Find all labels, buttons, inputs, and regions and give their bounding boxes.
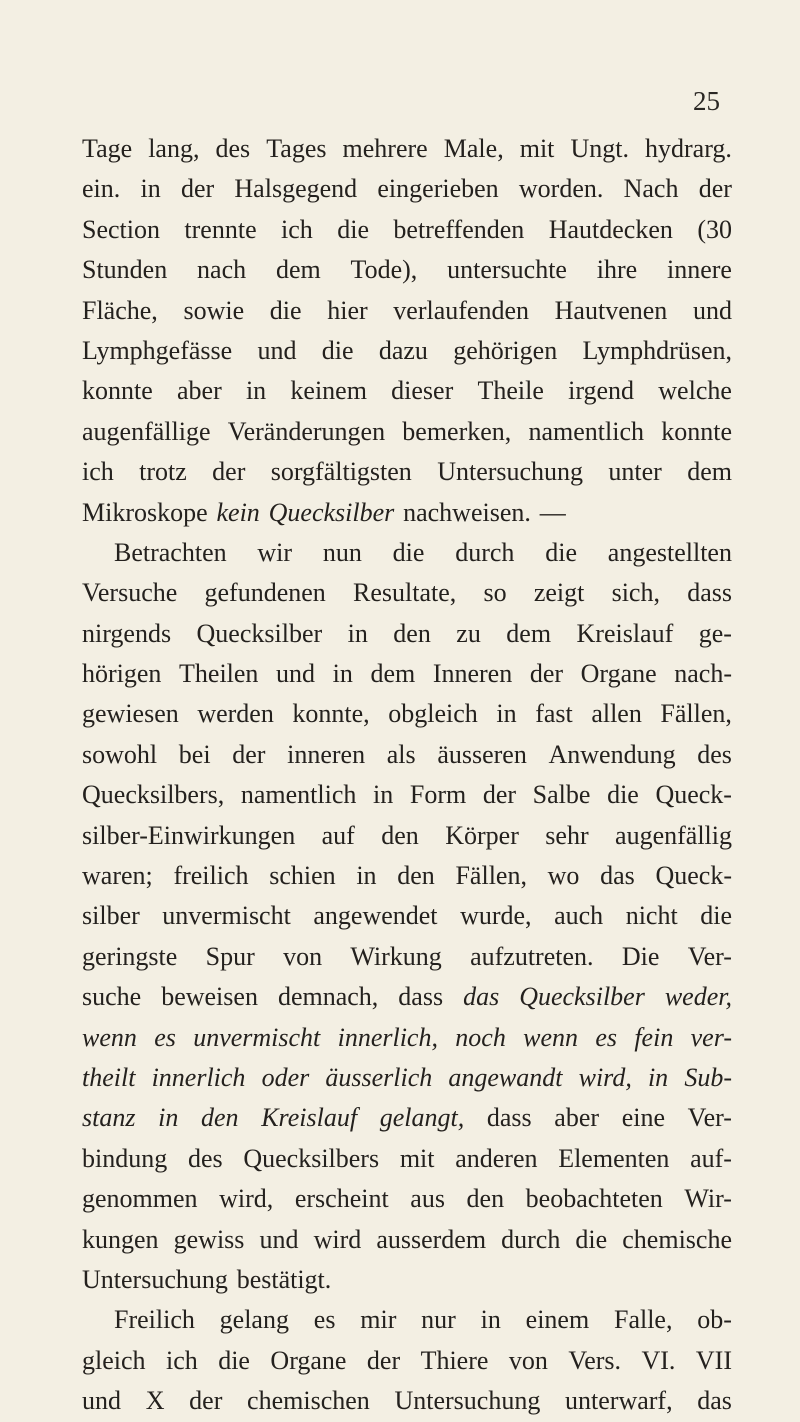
word: angewendet (313, 901, 438, 931)
word: wenn (82, 1022, 137, 1052)
word: Mikroskope (82, 497, 208, 527)
word: in (347, 618, 368, 648)
word: das (600, 861, 635, 891)
word: dass (398, 982, 444, 1012)
word: den (381, 820, 419, 850)
word: in (158, 1103, 179, 1133)
text-line (82, 1220, 732, 1260)
word: des (187, 1143, 223, 1173)
word: den (397, 861, 435, 891)
word: die (321, 335, 354, 365)
text-line (82, 937, 732, 977)
word: demnach, (277, 982, 379, 1012)
word: Fläche, (82, 295, 158, 325)
word: Quecksilbers, (82, 780, 225, 810)
word: wo (547, 861, 580, 891)
word: chemische (622, 1224, 732, 1254)
word: Elementen (558, 1143, 670, 1173)
word: äusseren (437, 739, 527, 769)
word: dem (370, 659, 416, 689)
word: Sub- (684, 1062, 732, 1092)
word: den (201, 1103, 239, 1133)
text-line (82, 1098, 732, 1138)
word: unter (608, 457, 662, 487)
word: innere (667, 255, 732, 285)
text-line (82, 250, 732, 290)
text-line (82, 735, 732, 775)
word: irgend (568, 376, 635, 406)
word: das (697, 1386, 732, 1416)
word: Betrachten (114, 537, 227, 567)
word: Veränderungen (227, 416, 386, 446)
word: die (269, 295, 302, 325)
word: hydrarg. (645, 134, 732, 163)
word: Lymphdrüsen, (582, 335, 732, 365)
word: verlaufenden (393, 295, 529, 325)
word: Körper (445, 820, 519, 850)
word: so (483, 578, 507, 608)
text-line (82, 614, 732, 654)
word: in (140, 174, 161, 204)
word: Freilich (114, 1305, 195, 1335)
word: dass (687, 578, 732, 608)
word: Organe (270, 1345, 347, 1375)
word: aufzutreten. (470, 941, 594, 971)
word: ihre (596, 255, 638, 285)
word: noch (455, 1022, 506, 1052)
word: die (545, 537, 577, 567)
word: bei (178, 739, 211, 769)
word: worden. (518, 174, 604, 204)
word: Tage (82, 134, 133, 163)
word: Ver- (687, 941, 732, 971)
word: Quecksilber (519, 982, 645, 1012)
word: dass (486, 1103, 532, 1133)
word: Kreislauf (576, 618, 674, 648)
text-line (82, 1179, 732, 1219)
word: Queck- (655, 861, 732, 891)
word: eine (621, 1103, 666, 1133)
word: nicht (625, 901, 678, 931)
word: die (575, 1224, 608, 1254)
word: sich, (611, 578, 660, 608)
word: es (313, 1305, 336, 1335)
word: Queck- (655, 780, 732, 810)
word: Male, (443, 134, 504, 163)
word: Kreislauf (261, 1103, 358, 1133)
word: in (373, 780, 394, 810)
text-line (82, 533, 732, 573)
word: und (257, 335, 297, 365)
word: (30 (697, 214, 732, 244)
word: und (276, 659, 316, 689)
word: Stunden (82, 255, 168, 285)
word: zeigt (533, 578, 585, 608)
word: Section (82, 214, 160, 244)
word: Spur (205, 941, 255, 971)
word: chemischen (247, 1386, 370, 1416)
word: mit (399, 1143, 435, 1173)
word: in (647, 1062, 669, 1092)
word: das (463, 982, 500, 1012)
text-line (82, 371, 732, 411)
word: allen (591, 699, 642, 729)
word: Wir- (684, 1184, 732, 1214)
word: es (595, 1022, 618, 1052)
word: Hautvenen (554, 295, 668, 325)
word: ver- (690, 1022, 732, 1052)
text-line (82, 129, 732, 169)
word: Fällen, (455, 861, 527, 891)
word: mehrere (342, 134, 428, 163)
word: gleich (82, 1345, 146, 1375)
word: nirgends (82, 618, 172, 648)
text-line (82, 331, 732, 371)
word: Salbe (532, 780, 591, 810)
word: erscheint (294, 1184, 389, 1214)
text-line (82, 1260, 732, 1300)
word: und (82, 1386, 121, 1416)
word: inneren (287, 739, 366, 769)
word: dem (275, 255, 321, 285)
word: Versuche (82, 578, 178, 608)
word: ich (165, 1345, 198, 1375)
word: sowohl (82, 739, 158, 769)
word: wir (257, 537, 293, 567)
word: Nach (623, 174, 679, 204)
word: den (393, 618, 431, 648)
word: dieser (391, 376, 454, 406)
word: weder, (664, 982, 732, 1012)
word: die (337, 214, 369, 244)
word: trotz (139, 457, 187, 487)
word: dem (506, 618, 552, 648)
text-line (82, 412, 732, 452)
word: genommen (82, 1184, 198, 1214)
word: Untersuchung (394, 1386, 541, 1416)
text-line (82, 694, 732, 734)
word: auf- (690, 1143, 732, 1173)
word: und (692, 295, 732, 325)
text-line (82, 654, 732, 694)
word: die (607, 780, 639, 810)
word: Hautdecken (548, 214, 673, 244)
word: stanz (82, 1103, 136, 1133)
word: ge- (698, 618, 732, 648)
word: der (529, 659, 564, 689)
word: welche (658, 376, 732, 406)
word: sehr (545, 820, 589, 850)
page-number: 25 (693, 86, 720, 116)
word: Wirkung (350, 941, 442, 971)
word: der (698, 174, 732, 204)
text-line (82, 573, 732, 613)
word: fein (634, 1022, 674, 1052)
word: auf (321, 820, 355, 850)
text-line (82, 816, 732, 856)
word: der (180, 174, 215, 204)
text-line (82, 775, 732, 815)
word: in (496, 699, 517, 729)
word: des (215, 134, 251, 163)
word: nach- (674, 659, 732, 689)
word: Theilen (179, 659, 259, 689)
word: Tode), (350, 255, 418, 285)
word: obgleich (388, 699, 478, 729)
word: Tages (266, 134, 327, 163)
word: gehörigen (453, 335, 558, 365)
word: VII (695, 1345, 732, 1375)
word: in (245, 376, 267, 406)
word: unterwarf, (565, 1386, 673, 1416)
word: keinem (290, 376, 367, 406)
word: bemerken, (402, 416, 512, 446)
body-text (82, 129, 732, 1422)
word: angewandt (448, 1062, 563, 1092)
word: Untersuchung (82, 1264, 228, 1294)
word: gelang (219, 1305, 289, 1335)
word: ich (82, 457, 114, 487)
text-line (82, 1341, 732, 1381)
text-line (82, 1018, 732, 1058)
word: werden (197, 699, 274, 729)
text-line (82, 1058, 732, 1098)
word: sowie (183, 295, 245, 325)
word: mir (360, 1305, 397, 1335)
word: schien (269, 861, 336, 891)
word: theilt (82, 1062, 136, 1092)
word: Quecksilbers (243, 1143, 380, 1173)
word: nur (421, 1305, 456, 1335)
word: nun (322, 537, 362, 567)
word: gelangt, (379, 1103, 465, 1133)
word: die (700, 901, 732, 931)
word: wenn (523, 1022, 579, 1052)
word: die (392, 537, 425, 567)
word: gewiesen (82, 699, 179, 729)
word: Halsgegend (234, 174, 358, 204)
word: wird, (219, 1184, 274, 1214)
text-line (82, 1139, 732, 1179)
word: von (283, 941, 323, 971)
word: durch (501, 1224, 561, 1254)
word: die (218, 1345, 250, 1375)
word: silber-Einwirkungen (82, 820, 296, 850)
word: von (508, 1345, 548, 1375)
word: dem (687, 457, 732, 487)
word: kein (216, 497, 260, 527)
text-line (82, 452, 732, 492)
word: silber (82, 901, 140, 931)
word: ein. (82, 174, 121, 204)
text-line (82, 169, 732, 209)
word: Inneren (432, 659, 513, 689)
word: VI. (641, 1345, 676, 1375)
word: hörigen (82, 659, 162, 689)
word: beobachteten (525, 1184, 663, 1214)
word: wurde, (460, 901, 532, 931)
text-line (82, 856, 732, 896)
word: geringste (82, 941, 178, 971)
word: Untersuchung (437, 457, 584, 487)
word: innerlich (151, 1062, 246, 1092)
text-line (82, 1381, 732, 1421)
word: innerlich, (337, 1022, 438, 1052)
word: in (480, 1305, 501, 1335)
word: X (145, 1386, 165, 1416)
word: beweisen (161, 982, 258, 1012)
text-line (82, 210, 732, 250)
word: mit (519, 134, 555, 163)
word: betreffenden (393, 214, 525, 244)
word: Lymphgefässe (82, 335, 233, 365)
word: durch (455, 537, 515, 567)
word: kungen (82, 1224, 159, 1254)
word: Quecksilber (196, 618, 323, 648)
word: Vers. (568, 1345, 622, 1375)
text-line (82, 1300, 732, 1340)
text-line (82, 896, 732, 936)
word: Form (409, 780, 467, 810)
word: bestätigt. (236, 1264, 332, 1294)
word: der (189, 1386, 223, 1416)
word: Organe (580, 659, 657, 689)
word: lang, (148, 134, 200, 163)
word: gewiss (173, 1224, 245, 1254)
word: der (232, 739, 266, 769)
word: untersuchte (447, 255, 567, 285)
word: als (386, 739, 416, 769)
word: eingerieben (377, 174, 499, 204)
word: anderen (455, 1143, 538, 1173)
word: Resultate, (353, 578, 457, 608)
word: waren; (82, 861, 153, 891)
word: den (466, 1184, 505, 1214)
word: konnte, (292, 699, 370, 729)
word: angestellten (607, 537, 732, 567)
word: es (154, 1022, 176, 1052)
word: hier (327, 295, 368, 325)
word: gefundenen (204, 578, 326, 608)
word: namentlich (240, 780, 357, 810)
word: bindung (82, 1143, 168, 1173)
word: ob- (697, 1305, 732, 1335)
word: unvermischt (193, 1022, 321, 1052)
word: Anwendung (548, 739, 676, 769)
word: namentlich (528, 416, 645, 446)
word: nach (197, 255, 247, 285)
word: freilich (173, 861, 249, 891)
word: augenfällig (615, 820, 732, 850)
word: in (332, 659, 353, 689)
word: suche (82, 982, 142, 1012)
word: Ungt. (570, 134, 629, 163)
word: dazu (378, 335, 428, 365)
word: aber (176, 376, 222, 406)
word: unvermischt (162, 901, 291, 931)
word: oder (261, 1062, 310, 1092)
word: Quecksilber (268, 497, 395, 527)
text-line (82, 493, 732, 533)
word: ausserdem (376, 1224, 487, 1254)
word: Theile (477, 376, 544, 406)
text-line (82, 291, 732, 331)
word: einem (525, 1305, 590, 1335)
word: wird, (578, 1062, 632, 1092)
word: ich (281, 214, 313, 244)
word: der (482, 780, 517, 810)
word: zu (456, 618, 481, 648)
word: Thiere (420, 1345, 489, 1375)
word: des (697, 739, 732, 769)
word: nachweisen. (403, 497, 531, 527)
word: fast (535, 699, 573, 729)
text-line (82, 977, 732, 1017)
word: Die (621, 941, 660, 971)
word: trennte (184, 214, 257, 244)
word: aber (554, 1103, 600, 1133)
word: und (259, 1224, 299, 1254)
word: der (366, 1345, 401, 1375)
word: — (539, 497, 566, 527)
word: auch (554, 901, 604, 931)
word: sorgfältigsten (270, 457, 412, 487)
word: Fällen, (660, 699, 732, 729)
word: augenfällige (82, 416, 211, 446)
word: äusserlich (325, 1062, 433, 1092)
word: aus (410, 1184, 445, 1214)
word: Falle, (613, 1305, 673, 1335)
word: konnte (82, 376, 153, 406)
word: Ver- (687, 1103, 732, 1133)
word: wird (313, 1224, 362, 1254)
word: konnte (661, 416, 732, 446)
word: der (212, 457, 246, 487)
word: in (356, 861, 377, 891)
